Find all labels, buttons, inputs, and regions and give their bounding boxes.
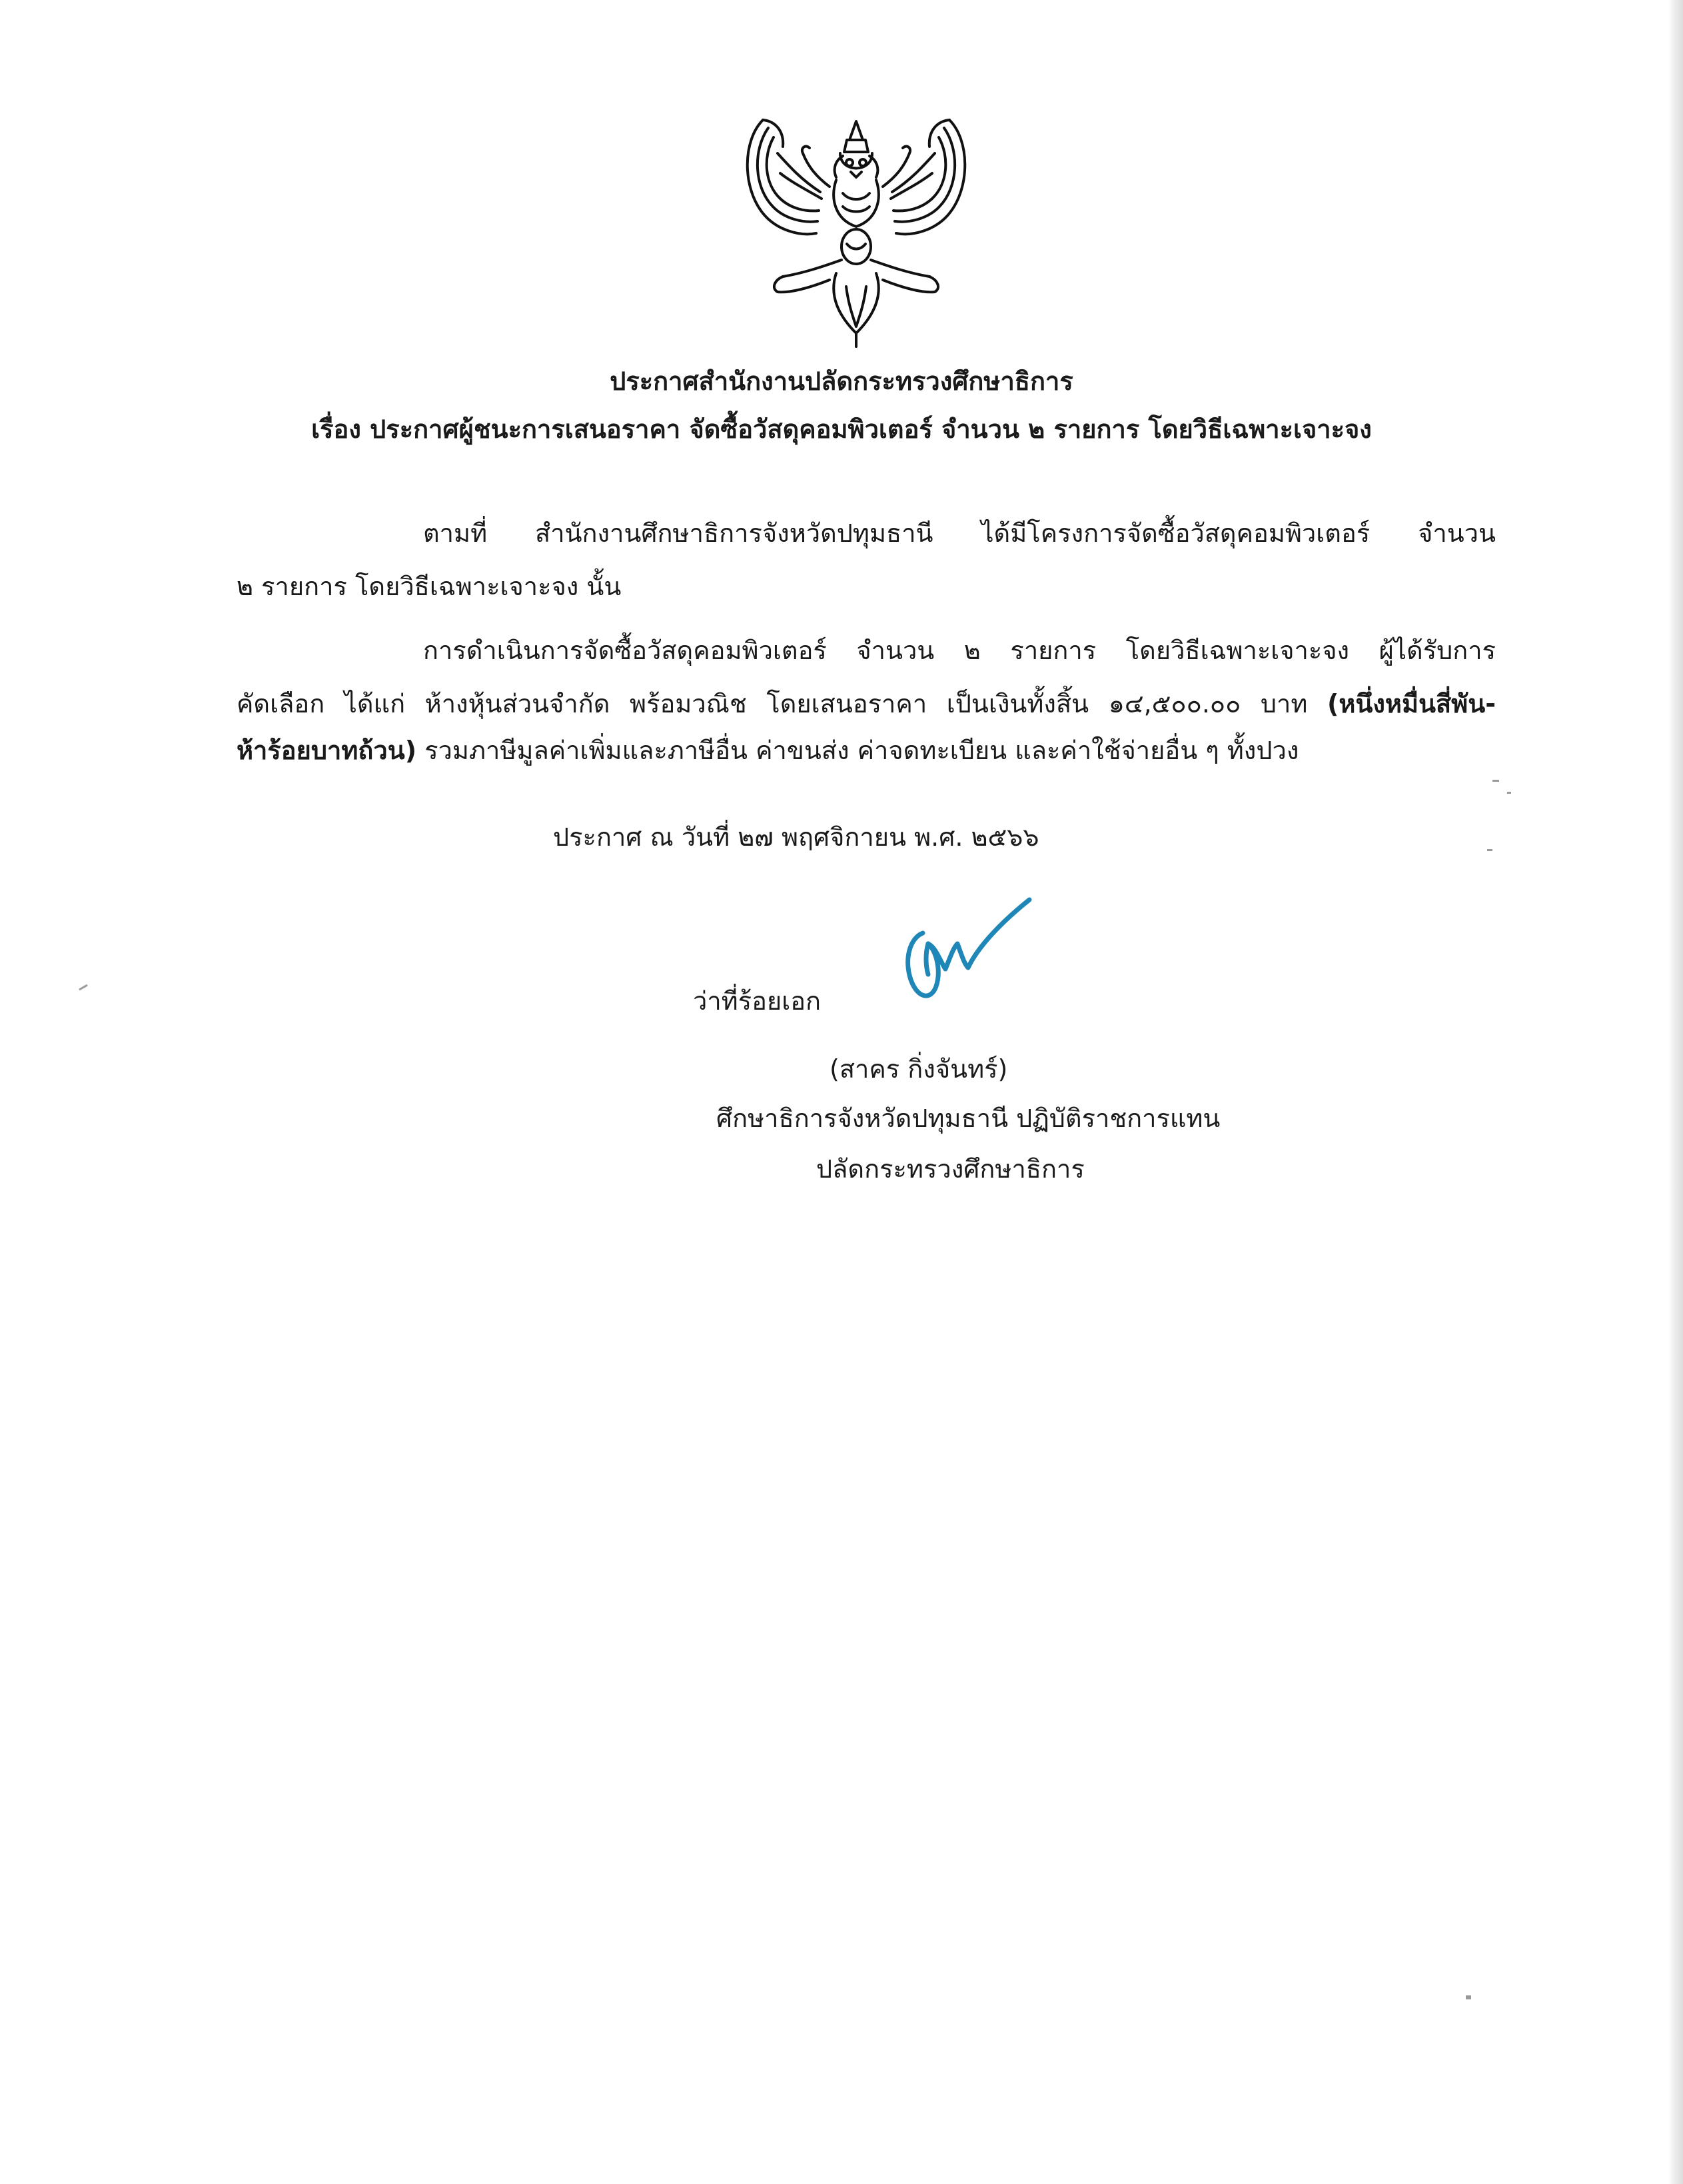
signatory-position: ศึกษาธิการจังหวัดปทุมธานี ปฏิบัติราชการแทน bbox=[716, 1104, 1221, 1133]
scan-speck bbox=[79, 984, 88, 991]
scan-speck bbox=[1487, 849, 1492, 851]
paragraph-2-line-3 bbox=[237, 732, 1299, 769]
handwritten-signature bbox=[896, 886, 1056, 1020]
scan-speck bbox=[1466, 1995, 1471, 1999]
garuda-emblem-icon bbox=[736, 113, 976, 353]
paragraph-1-line-2: ๒ รายการ โดยวิธีเฉพาะเจาะจง นั้น bbox=[237, 572, 622, 601]
signatory-position-line-2: ปลัดกระทรวงศึกษาธิการ bbox=[816, 1154, 1085, 1184]
scan-edge-shadow bbox=[1668, 0, 1683, 2184]
paragraph-2-line-2 bbox=[237, 685, 1496, 722]
paragraph-2-line-1: การดำเนินการจัดซื้อวัสดุคอมพิวเตอร์ จำนวน ๒ รายการ โดยวิธีเฉพาะเจาะจง ผู้ได้รับการ bbox=[423, 636, 1496, 665]
amount-in-words-part-2: ห้าร้อยบาทถ้วน) bbox=[237, 736, 417, 765]
paragraph-2-line-3-text: รวมภาษีมูลค่าเพิ่มและภาษีอื่น ค่าขนส่ง ค่าจดทะเบียน และค่าใช้จ่ายอื่น ๆ ทั้งปวง bbox=[424, 736, 1299, 765]
signatory-rank: ว่าที่ร้อยเอก bbox=[693, 986, 822, 1016]
signatory-name: (สาคร กิ่งจันทร์) bbox=[830, 1054, 1008, 1084]
scan-speck bbox=[1492, 780, 1499, 782]
scan-speck bbox=[1507, 792, 1511, 794]
announcement-subject: เรื่อง ประกาศผู้ชนะการเสนอราคา จัดซื้อวัสดุคอมพิวเตอร์ จำนวน ๒ รายการ โดยวิธีเฉพาะเจาะจง bbox=[311, 415, 1372, 444]
announcement-title: ประกาศสำนักงานปลัดกระทรวงศึกษาธิการ bbox=[610, 367, 1073, 396]
paragraph-1-line-1: ตามที่ สำนักงานศึกษาธิการจังหวัดปทุมธานี ได้มีโครงการจัดซื้อวัสดุคอมพิวเตอร์ จำนวน bbox=[423, 519, 1496, 548]
amount-in-words-part-1: (หนึ่งหมื่นสี่พัน- bbox=[1327, 689, 1496, 718]
announcement-date: ประกาศ ณ วันที่ ๒๗ พฤศจิกายน พ.ศ. ๒๕๖๖ bbox=[553, 822, 1039, 852]
paragraph-2-line-2-text: คัดเลือก ได้แก่ ห้างหุ้นส่วนจำกัด พร้อมวณิช โดยเสนอราคา เป็นเงินทั้งสิ้น ๑๔,๕๐๐.๐๐ บาท bbox=[237, 689, 1308, 718]
